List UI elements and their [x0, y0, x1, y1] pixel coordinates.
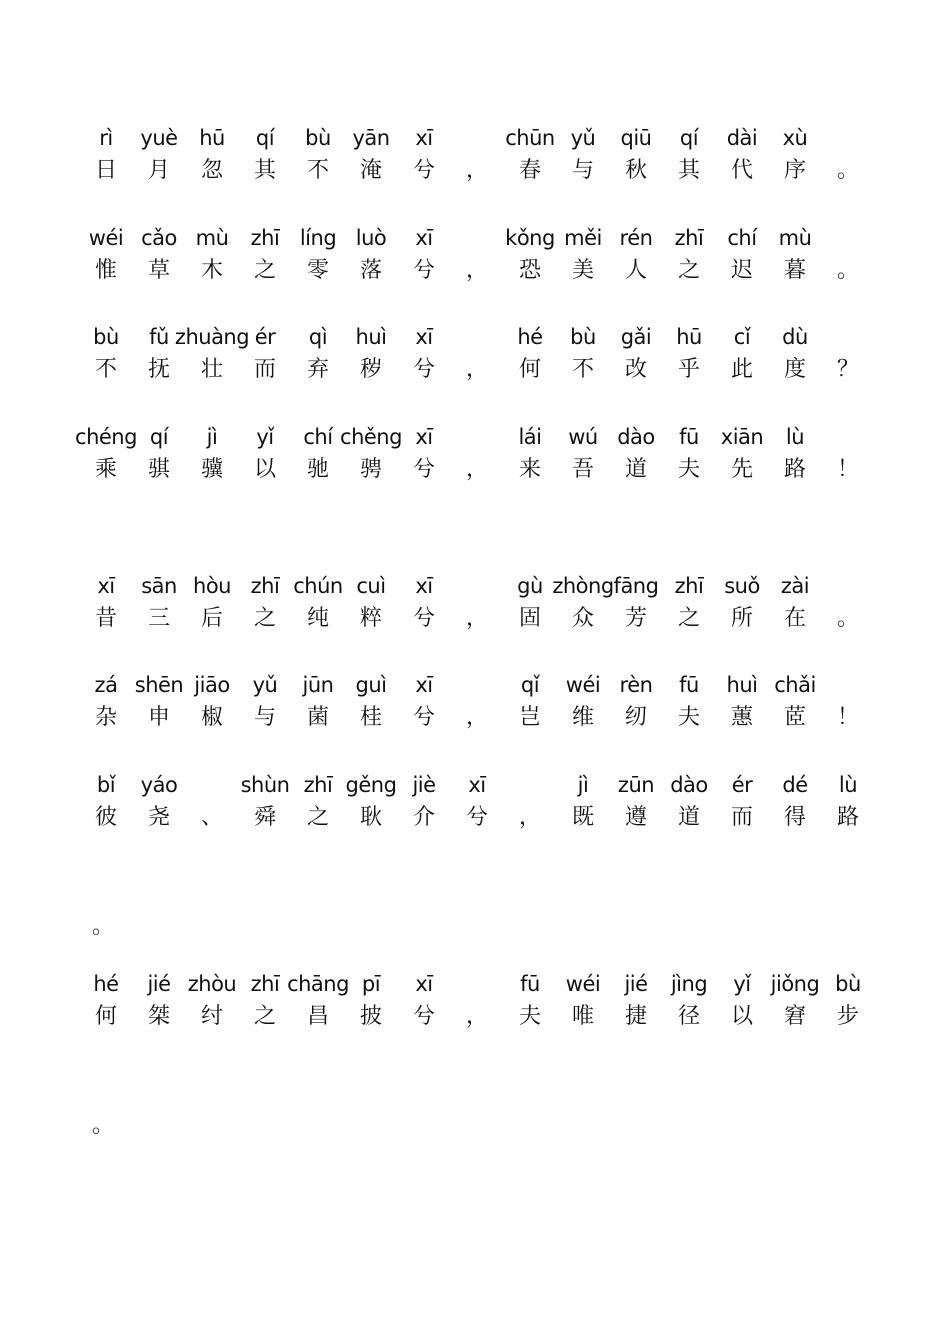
- hanzi: 春: [518, 158, 541, 183]
- hanzi: 路: [836, 805, 859, 830]
- pinyin: bǐ: [96, 773, 116, 797]
- pinyin: zhī: [303, 773, 333, 797]
- pinyin: chún: [293, 574, 343, 598]
- hanzi: 驰: [306, 457, 329, 482]
- pinyin: xù: [782, 126, 808, 150]
- pinyin: xiān: [720, 425, 764, 449]
- pinyin: qí: [679, 126, 699, 150]
- pinyin: suǒ: [724, 574, 760, 598]
- hanzi: 纯: [306, 606, 329, 631]
- pinyin: jié: [147, 972, 171, 996]
- pinyin: jì: [206, 425, 218, 449]
- hanzi: 道: [624, 457, 647, 482]
- hanzi: 乎: [677, 357, 700, 382]
- hanzi: 以: [730, 1004, 753, 1029]
- pinyin: shùn: [240, 773, 290, 797]
- hanzi: 兮: [412, 705, 435, 730]
- hanzi: 众: [571, 606, 594, 631]
- hanzi: 吾: [571, 457, 594, 482]
- verse-line: [0, 969, 950, 1039]
- pinyin: guì: [355, 673, 387, 697]
- pinyin: xī: [415, 673, 433, 697]
- hanzi: 昔: [94, 606, 117, 631]
- hanzi: 骐: [147, 457, 170, 482]
- pinyin: xī: [468, 773, 486, 797]
- hanzi: 粹: [359, 606, 382, 631]
- pinyin: zhòng: [552, 574, 614, 598]
- pinyin: [808, 422, 888, 452]
- hanzi: 与: [253, 705, 276, 730]
- hanzi: 夫: [677, 457, 700, 482]
- pinyin: wéi: [88, 226, 124, 250]
- hanzi: 岂: [518, 705, 541, 730]
- hanzi: 先: [730, 457, 753, 482]
- punctuation: ，: [465, 606, 488, 631]
- pinyin: chāng: [287, 972, 349, 996]
- hanzi: 而: [253, 357, 276, 382]
- hanzi: 纫: [624, 705, 647, 730]
- hanzi: 道: [677, 805, 700, 830]
- pinyin: xī: [415, 972, 433, 996]
- hanzi: 落: [359, 258, 382, 283]
- hanzi: 兮: [412, 357, 435, 382]
- pinyin: kǒng: [505, 226, 555, 250]
- pinyin: xī: [415, 425, 433, 449]
- hanzi: 其: [677, 158, 700, 183]
- pinyin: zhòu: [187, 972, 237, 996]
- pinyin: bù: [93, 325, 119, 349]
- pinyin: wéi: [565, 673, 601, 697]
- verse-line: [0, 422, 950, 492]
- punctuation: 。: [836, 606, 859, 631]
- hanzi: 彼: [94, 805, 117, 830]
- hanzi: 得: [783, 805, 806, 830]
- pinyin: cuì: [356, 574, 386, 598]
- hanzi: 序: [783, 158, 806, 183]
- hanzi: 固: [518, 606, 541, 631]
- pinyin: rèn: [619, 673, 653, 697]
- pinyin: dé: [782, 773, 808, 797]
- pinyin: gù: [517, 574, 543, 598]
- hanzi: 乘: [94, 457, 117, 482]
- pinyin: huì: [355, 325, 387, 349]
- pinyin: lù: [785, 425, 805, 449]
- hanzi: 之: [253, 258, 276, 283]
- pinyin: fū: [679, 425, 699, 449]
- pinyin: dù: [782, 325, 808, 349]
- verse-line: [0, 770, 950, 840]
- hanzi: 既: [571, 805, 594, 830]
- pinyin: hé: [517, 325, 543, 349]
- pinyin: jiè: [412, 773, 436, 797]
- pinyin: jì: [577, 773, 589, 797]
- char-cell: [808, 969, 888, 1035]
- hanzi: 何: [518, 357, 541, 382]
- pinyin: yǐ: [733, 972, 751, 996]
- hanzi: 纣: [200, 1004, 223, 1029]
- pinyin: líng: [299, 226, 337, 250]
- hanzi: 草: [147, 258, 170, 283]
- hanzi: 暮: [783, 258, 806, 283]
- hanzi: 尧: [147, 805, 170, 830]
- pinyin: huì: [726, 673, 758, 697]
- hanzi: 蕙: [730, 705, 753, 730]
- pinyin: jiāo: [194, 673, 230, 697]
- hanzi: 此: [730, 357, 753, 382]
- pinyin: shēn: [134, 673, 184, 697]
- hanzi: 申: [147, 705, 170, 730]
- pinyin: lù: [838, 773, 858, 797]
- pinyin: [808, 223, 888, 253]
- pinyin: jìng: [670, 972, 708, 996]
- pinyin: zhī: [674, 574, 704, 598]
- hanzi: 弃: [306, 357, 329, 382]
- hanzi: 兮: [465, 805, 488, 830]
- hanzi: 来: [518, 457, 541, 482]
- pinyin: cǐ: [733, 325, 751, 349]
- hanzi: 之: [677, 606, 700, 631]
- pinyin: [808, 322, 888, 352]
- pinyin: hū: [199, 126, 225, 150]
- hanzi: 兮: [412, 1004, 435, 1029]
- hanzi: 菌: [306, 705, 329, 730]
- hanzi: 所: [730, 606, 753, 631]
- hanzi: 兮: [412, 258, 435, 283]
- pinyin: jūn: [302, 673, 334, 697]
- pinyin: qí: [255, 126, 275, 150]
- pinyin: [808, 571, 888, 601]
- pinyin: bù: [570, 325, 596, 349]
- pinyin: xī: [97, 574, 115, 598]
- hanzi: 兮: [412, 158, 435, 183]
- punctuation: ！: [836, 705, 859, 730]
- hanzi: 与: [571, 158, 594, 183]
- hanzi: 壮: [200, 357, 223, 382]
- hanzi: 抚: [147, 357, 170, 382]
- pinyin: yuè: [140, 126, 178, 150]
- verse-line: [0, 123, 950, 193]
- pinyin: yǔ: [570, 126, 596, 150]
- pinyin: yǔ: [252, 673, 278, 697]
- pinyin: jié: [624, 972, 648, 996]
- pinyin: ér: [731, 773, 753, 797]
- pinyin: fǔ: [149, 325, 169, 349]
- pinyin: chí: [303, 425, 333, 449]
- hanzi: 遵: [624, 805, 647, 830]
- hanzi: 忽: [200, 158, 223, 183]
- pinyin: ér: [254, 325, 276, 349]
- hanzi: 耿: [359, 805, 382, 830]
- hanzi: 迟: [730, 258, 753, 283]
- pinyin: chǎi: [774, 673, 816, 697]
- pinyin: sān: [141, 574, 177, 598]
- pinyin: bù: [305, 126, 331, 150]
- hanzi: 木: [200, 258, 223, 283]
- hanzi: 介: [412, 805, 435, 830]
- hanzi: 茝: [783, 705, 806, 730]
- punctuation-cell: [808, 223, 888, 289]
- pinyin: zhuàng: [174, 325, 250, 349]
- hanzi: 桂: [359, 705, 382, 730]
- punctuation: 。: [836, 258, 859, 283]
- trailing-period: 。: [92, 1113, 115, 1138]
- pinyin: fū: [679, 673, 699, 697]
- pinyin: gěng: [345, 773, 397, 797]
- hanzi: 美: [571, 258, 594, 283]
- hanzi: 步: [836, 1004, 859, 1029]
- punctuation: ，: [465, 705, 488, 730]
- pinyin: chéng: [75, 425, 137, 449]
- trailing-period: 。: [92, 914, 115, 939]
- hanzi: 零: [306, 258, 329, 283]
- hanzi: 后: [200, 606, 223, 631]
- hanzi: 之: [306, 805, 329, 830]
- hanzi: 骋: [359, 457, 382, 482]
- pinyin: [808, 670, 888, 700]
- pinyin: zhī: [674, 226, 704, 250]
- pinyin: cǎo: [141, 226, 177, 250]
- punctuation: ？: [836, 357, 859, 382]
- hanzi: 窘: [783, 1004, 806, 1029]
- verse-line: [0, 571, 950, 641]
- pinyin: dài: [726, 126, 758, 150]
- pinyin: hé: [93, 972, 119, 996]
- hanzi: 代: [730, 158, 753, 183]
- pinyin: zhī: [250, 972, 280, 996]
- pinyin: [808, 123, 888, 153]
- hanzi: 度: [783, 357, 806, 382]
- hanzi: 披: [359, 1004, 382, 1029]
- pinyin: mù: [778, 226, 812, 250]
- pinyin: rén: [619, 226, 653, 250]
- pinyin: jiǒng: [770, 972, 820, 996]
- pinyin: wéi: [565, 972, 601, 996]
- pinyin: bù: [835, 972, 861, 996]
- pinyin: xī: [415, 325, 433, 349]
- hanzi: 昌: [306, 1004, 329, 1029]
- hanzi: 不: [571, 357, 594, 382]
- hanzi: 之: [677, 258, 700, 283]
- verse-line: [0, 670, 950, 740]
- pinyin: dào: [670, 773, 708, 797]
- hanzi: 惟: [94, 258, 117, 283]
- punctuation: 。: [836, 158, 859, 183]
- pinyin: hòu: [193, 574, 231, 598]
- hanzi: 维: [571, 705, 594, 730]
- punctuation-cell: [808, 123, 888, 189]
- hanzi: 淹: [359, 158, 382, 183]
- hanzi: 舜: [253, 805, 276, 830]
- hanzi: 三: [147, 606, 170, 631]
- pinyin: zūn: [617, 773, 655, 797]
- pinyin: gǎi: [620, 325, 652, 349]
- char-cell: [808, 770, 888, 836]
- pinyin: měi: [564, 226, 602, 250]
- hanzi: 骥: [200, 457, 223, 482]
- pinyin: fū: [520, 972, 540, 996]
- pinyin: lái: [518, 425, 542, 449]
- verse-line: [0, 223, 950, 293]
- pinyin: fāng: [613, 574, 659, 598]
- hanzi: 桀: [147, 1004, 170, 1029]
- hanzi: 人: [624, 258, 647, 283]
- punctuation: ，: [518, 805, 541, 830]
- pinyin: xī: [415, 126, 433, 150]
- pinyin: luò: [355, 226, 387, 250]
- hanzi: 捷: [624, 1004, 647, 1029]
- hanzi: 以: [253, 457, 276, 482]
- hanzi: 而: [730, 805, 753, 830]
- hanzi: 杂: [94, 705, 117, 730]
- pinyin: chūn: [505, 126, 555, 150]
- punctuation-cell: [808, 571, 888, 637]
- hanzi: 兮: [412, 606, 435, 631]
- punctuation: 、: [200, 805, 223, 830]
- pinyin: zá: [94, 673, 118, 697]
- hanzi: 月: [147, 158, 170, 183]
- verse-line: [0, 322, 950, 392]
- punctuation: ，: [465, 158, 488, 183]
- hanzi: 秽: [359, 357, 382, 382]
- hanzi: 不: [306, 158, 329, 183]
- punctuation-cell: [808, 322, 888, 388]
- punctuation: ，: [465, 1004, 488, 1029]
- pinyin: xī: [415, 226, 433, 250]
- pinyin: chěng: [340, 425, 402, 449]
- hanzi: 不: [94, 357, 117, 382]
- pinyin: zài: [780, 574, 810, 598]
- hanzi: 恐: [518, 258, 541, 283]
- pinyin: mù: [195, 226, 229, 250]
- punctuation: ，: [465, 258, 488, 283]
- hanzi: 夫: [518, 1004, 541, 1029]
- pinyin: wú: [568, 425, 598, 449]
- pinyin: qiū: [620, 126, 652, 150]
- pinyin: zhī: [250, 226, 280, 250]
- punctuation-cell: [808, 422, 888, 488]
- pinyin: qì: [308, 325, 328, 349]
- pinyin: hū: [676, 325, 702, 349]
- pinyin: yǐ: [256, 425, 274, 449]
- pinyin: pī: [361, 972, 381, 996]
- pinyin: chí: [727, 226, 757, 250]
- hanzi: 夫: [677, 705, 700, 730]
- hanzi: 椒: [200, 705, 223, 730]
- hanzi: 何: [94, 1004, 117, 1029]
- punctuation: ，: [465, 357, 488, 382]
- punctuation: ，: [465, 457, 488, 482]
- hanzi: 兮: [412, 457, 435, 482]
- pinyin: qǐ: [520, 673, 540, 697]
- hanzi: 芳: [624, 606, 647, 631]
- hanzi: 在: [783, 606, 806, 631]
- pinyin: yáo: [140, 773, 178, 797]
- hanzi: 秋: [624, 158, 647, 183]
- punctuation-cell: [808, 670, 888, 736]
- pinyin: rì: [99, 126, 113, 150]
- hanzi: 其: [253, 158, 276, 183]
- punctuation: ！: [836, 457, 859, 482]
- hanzi: 径: [677, 1004, 700, 1029]
- pinyin: xī: [415, 574, 433, 598]
- hanzi: 唯: [571, 1004, 594, 1029]
- hanzi: 改: [624, 357, 647, 382]
- pinyin: yān: [352, 126, 390, 150]
- hanzi: 之: [253, 606, 276, 631]
- pinyin: zhī: [250, 574, 280, 598]
- pinyin: qí: [149, 425, 169, 449]
- hanzi: 日: [94, 158, 117, 183]
- pinyin: dào: [617, 425, 655, 449]
- hanzi: 之: [253, 1004, 276, 1029]
- hanzi: 路: [783, 457, 806, 482]
